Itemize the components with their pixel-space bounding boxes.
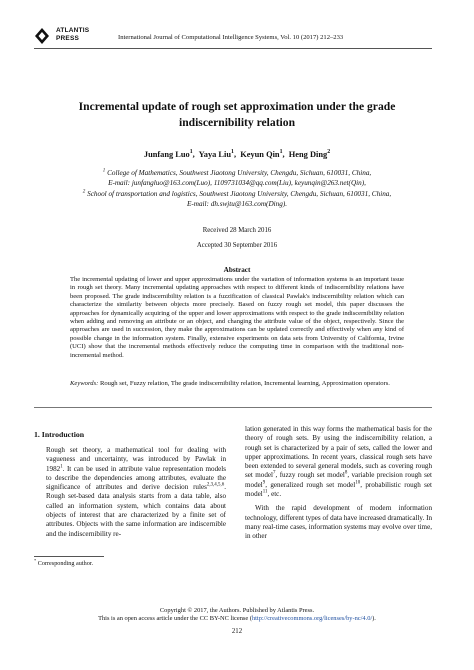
text-run: . It can be used in attribute value representation models to describe the dependencies among attributes, evaluate the significance of attributes and derive decision rules [46, 464, 226, 492]
author-affil-mark: 1 [189, 149, 193, 156]
citation: 2,3,4,5,6 [206, 482, 225, 488]
license-link[interactable]: http://creativecommons.org/licenses/by-nc/4.0/ [251, 615, 373, 623]
author-name: Keyun Qin [240, 150, 280, 159]
section-heading: 1. Introduction [34, 430, 85, 439]
affiliation-email: E-mail: junfangluo@163.com(Luo), 1109731034@qq.com(Liu), keyunqin@263.net(Qin), [108, 178, 366, 187]
abstract-heading: Abstract [223, 266, 251, 274]
keywords [70, 380, 404, 388]
right-column [245, 425, 432, 542]
paragraph [245, 425, 432, 499]
license-text: This is an open access article under the CC BY-NC license ( [98, 615, 252, 623]
journal-citation: International Journal of Computational Intelligence Systems, Vol. 10 (2017) 212–233 [118, 34, 344, 41]
paragraph [46, 446, 226, 539]
affiliation-text: School of transportation and logistics, Southwest Jiaotong University, Chengdu, Sichuan, 610031, China, [87, 190, 392, 198]
footnote [34, 557, 94, 567]
paper-title [50, 99, 424, 131]
text-run: lation generated in this way forms the mathematical basis for the theory of rough sets. By using the indiscernibility relation, a rough set is characterized by a pair of sets, called the lower and upper approximations. In recent years, classical rough sets have been extended to several general models, such as covering rough set model [245, 425, 432, 480]
text-run: , probabilistic rough set model [245, 480, 432, 499]
author-affil-mark: 1 [231, 149, 234, 156]
affiliation-email: E-mail: dh.swjtu@163.com(Ding). [186, 199, 288, 208]
affiliation-2 [40, 190, 434, 210]
title-line-2: indiscernibility relation [178, 116, 296, 129]
license-line [34, 615, 440, 623]
copyright-line: Copyright © 2017, the Authors. Published by Atlantis Press. [159, 607, 315, 614]
text-run: , fuzzy rough set model [275, 471, 345, 480]
author-affil-mark: 1 [279, 149, 283, 156]
author-name: Junfang Luo [143, 150, 190, 159]
citation: 7 [273, 471, 276, 477]
text-run: Rough set theory, a mathematical tool for dealing with vagueness and uncertainty, was introduced by Pawlak in 1982 [46, 446, 226, 473]
affiliation-mark: 2 [82, 189, 86, 195]
text-run: . Rough set-based data analysis starts from a data table, also called an information system, which contains data about objects of interest that are characterized by a finite set of attributes. Objects with the same information are indiscernible and the indiscernibility re- [46, 483, 226, 538]
received-date: Received 28 March 2016 [202, 227, 272, 234]
affiliation-1 [40, 169, 434, 189]
affiliation-mark: 1 [102, 168, 106, 174]
citation: 8 [344, 471, 348, 477]
author-name: Yaya Liu [198, 150, 232, 159]
citation: 10 [355, 480, 361, 486]
license-text-end: ). [372, 615, 376, 623]
publisher-name [56, 27, 89, 43]
text-run: , variable precision rough set model [245, 471, 433, 489]
left-column [46, 446, 226, 539]
title-line-1: Incremental update of rough set approximation under the grade [78, 100, 396, 113]
keywords-label: Keywords: [70, 380, 99, 387]
affiliation-text: College of Mathematics, Southwest Jiaotong University, Chengdu, Sichuan, 610031, China, [107, 169, 372, 177]
citation: 11 [262, 489, 268, 495]
page-number: 212 [231, 628, 243, 635]
author-list: Junfang Luo$^1$, Yaya Liu$^1$, Keyun Qin$^1$, Heng Ding$^2$ [143, 149, 331, 159]
citation: 9 [262, 480, 266, 486]
accepted-date: Accepted 30 September 2016 [196, 242, 278, 249]
atlantis-press-icon [34, 27, 50, 45]
keywords-text: Rough set, Fuzzy relation, The grade indiscernibility relation, Incremental learning, Approximation operators. [99, 380, 390, 387]
author-name: Heng Ding [288, 150, 328, 159]
footnote-divider [34, 556, 104, 557]
copyright-notice [34, 607, 440, 624]
author-affil-mark: 2 [327, 149, 331, 156]
header-divider [34, 48, 432, 49]
publisher-line1: ATLANTIS [56, 27, 90, 34]
section-divider [34, 407, 432, 408]
paragraph: With the rapid development of modern information technology, different types of data have increased dramatically. In many real-time cases, information systems may evolve over time, in other [245, 504, 432, 541]
citation: 1 [60, 464, 63, 470]
text-run: , generalized rough set model [265, 480, 356, 489]
footnote-text: Corresponding author. [37, 560, 94, 567]
publisher-line2: PRESS [56, 35, 80, 42]
abstract-text: The incremental updating of lower and upper approximations under the variation of information systems is an important issue in rough set theory. Many incremental updating approaches with respect to different kinds of indiscernibility relations have been proposed. The grade indiscernibility relation is a fuzzification of classical Pawlak's indiscernibility relation which can characterize the similarity between objects more precisely. Based on fuzzy rough set model, this paper discusses the approaches for dynamically acquiring of the upper and lower approximations with respect to the grade indiscernibility relation when adding and removing an attribute or an object, and changing the attribute value of the object, respectively. Since the approaches are used in succession, they make the approximations can be updated correctly and effectively when any kind of possible change in the information system. Finally, extensive experiments on data sets from University of California, Irvine (UCI) show that the incremental methods effectively reduce the computing time in comparison with the traditional non-incremental method. [70, 276, 404, 359]
footnote-mark: * [34, 557, 37, 563]
text-run: , etc. [267, 490, 282, 499]
